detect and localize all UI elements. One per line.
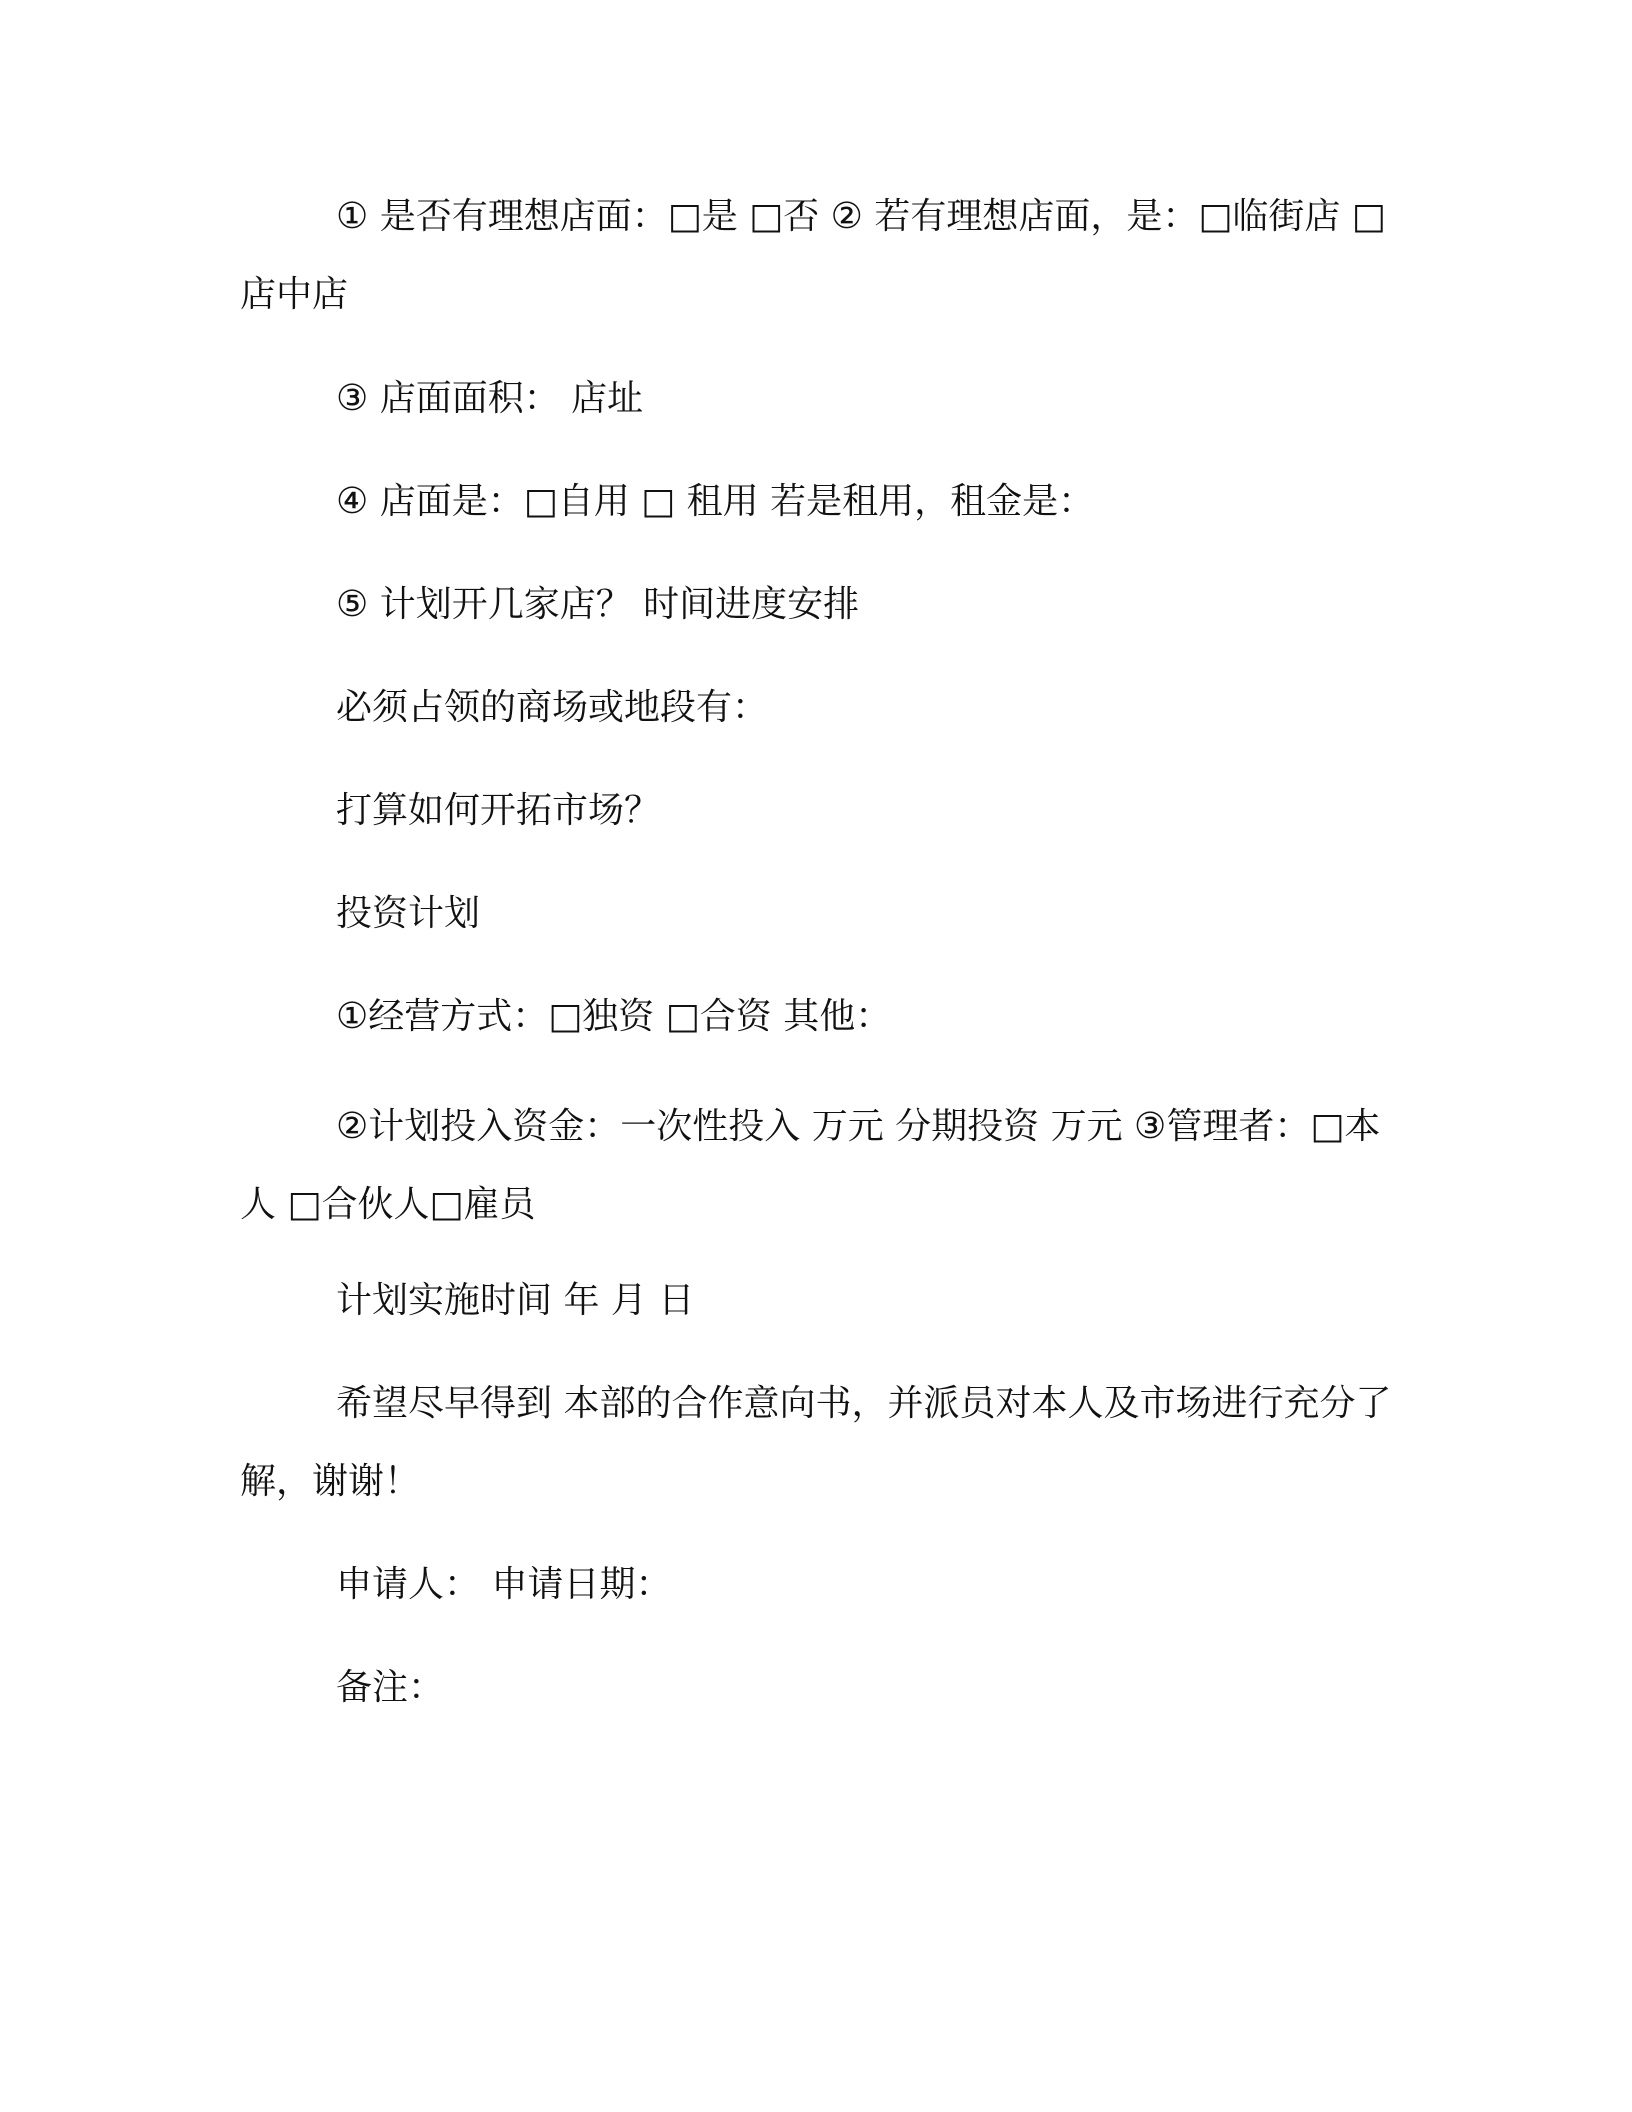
- paragraph-remarks: 备注：: [336, 1667, 445, 1708]
- paragraph-store-area: ③ 店面面积： 店址: [336, 378, 644, 419]
- paragraph-investment-heading: 投资计划: [336, 893, 481, 934]
- paragraph-store-ideal: ① 是否有理想店面：□是 □否 ② 若有理想店面，是：□临街店 □店中店: [240, 196, 1386, 315]
- paragraph-closing-request: 希望尽早得到 本部的合作意向书，并派员对本人及市场进行充分了解，谢谢！: [240, 1383, 1392, 1502]
- paragraph-implementation-date: 计划实施时间 年 月 日: [336, 1280, 695, 1321]
- paragraph-investment-capital: ②计划投入资金：一次性投入 万元 分期投资 万元 ③管理者：□本人 □合伙人□雇员: [240, 1106, 1381, 1225]
- paragraph-market-plan: 打算如何开拓市场？: [336, 790, 661, 831]
- paragraph-store-ownership: ④ 店面是：□自用 □ 租用 若是租用，租金是：: [336, 481, 1095, 522]
- paragraph-business-mode: ①经营方式：□独资 □合资 其他：: [336, 996, 892, 1037]
- paragraph-store-plan: ⑤ 计划开几家店？ 时间进度安排: [336, 584, 860, 625]
- paragraph-target-locations: 必须占领的商场或地段有：: [336, 687, 769, 728]
- paragraph-applicant: 申请人： 申请日期：: [336, 1564, 672, 1605]
